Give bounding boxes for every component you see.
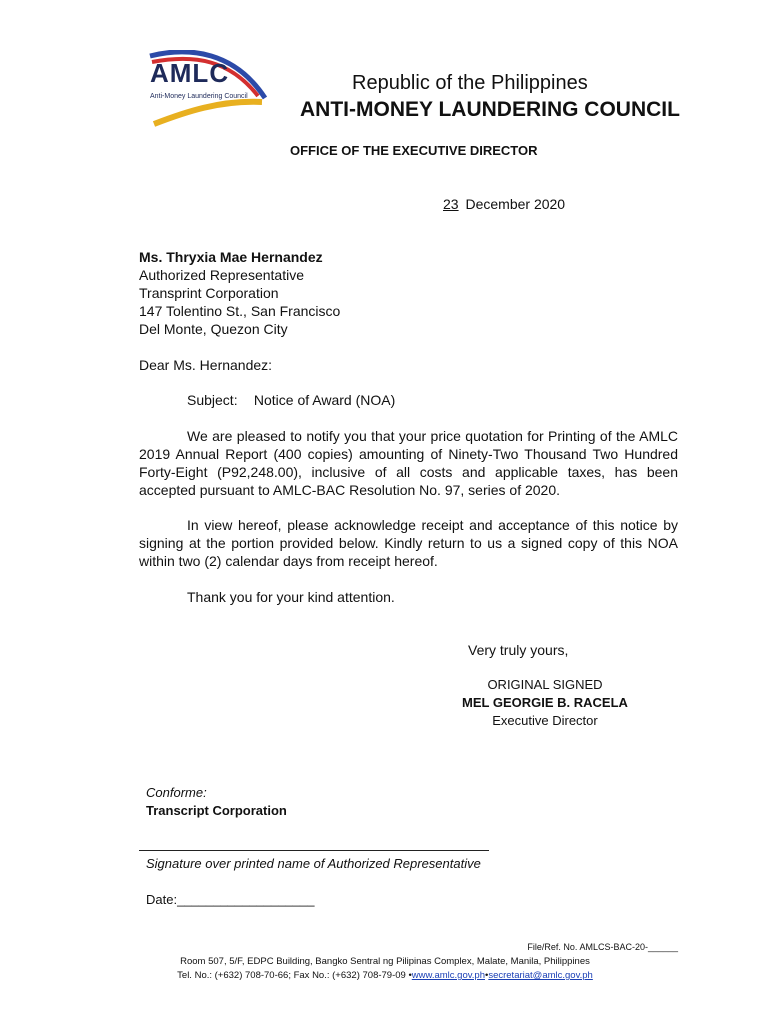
date-day: 23: [443, 196, 459, 212]
footer-separator: •: [485, 970, 489, 981]
date-field: Date:___________________: [146, 892, 315, 907]
addressee-name: Ms. Thryxia Mae Hernandez: [139, 249, 323, 265]
conforme-label: Conforme:: [146, 785, 207, 800]
addressee-line: Authorized Representative: [139, 267, 304, 283]
signed-status: ORIGINAL SIGNED: [487, 677, 603, 692]
date-month-year: December 2020: [465, 196, 566, 212]
signature-label: Signature over printed name of Authorized Representative: [146, 856, 481, 871]
paragraph-award: [139, 427, 678, 499]
paragraph-text: We are pleased to notify you that your price quotation for Printing of the AMLC 2019 Annual Report (400 copies) amounting of Ninety-Two Thousand Two Hundred Forty-Eight (P92,248.00), inclusive of all costs and applicable taxes, has been accepted pursuant to AMLC-BAC Resolution No. 97, series of 2020.: [139, 428, 678, 498]
signatory-title: Executive Director: [492, 713, 598, 728]
footer-tel-fax: Tel. No.: (+632) 708-70-66; Fax No.: (+632) 708-79-09 •: [177, 970, 412, 981]
email-link[interactable]: secretariat@amlc.gov.ph: [488, 970, 593, 981]
salutation: Dear Ms. Hernandez:: [139, 357, 273, 373]
thanks-line: Thank you for your kind attention.: [187, 589, 395, 605]
file-reference: File/Ref. No. AMLCS-BAC-20-______: [527, 942, 678, 952]
footer-contact: [60, 970, 710, 981]
subject-line: [187, 391, 395, 409]
office-heading: OFFICE OF THE EXECUTIVE DIRECTOR: [290, 143, 538, 158]
closing: Very truly yours,: [468, 642, 569, 658]
signatory-block: [445, 676, 645, 730]
addressee-line: Transprint Corporation: [139, 285, 279, 301]
addressee-line: Del Monte, Quezon City: [139, 321, 288, 337]
addressee-line: 147 Tolentino St., San Francisco: [139, 303, 341, 319]
amlc-logo: [140, 50, 270, 130]
website-link[interactable]: www.amlc.gov.ph: [411, 970, 485, 981]
paragraph-acknowledge: [139, 516, 678, 570]
signatory-name: MEL GEORGIE B. RACELA: [462, 695, 628, 710]
subject-value: Notice of Award (NOA): [253, 392, 396, 408]
letter-date: [440, 196, 565, 212]
signature-line: [139, 850, 489, 851]
subject-label: Subject:: [187, 392, 238, 408]
council-heading: ANTI-MONEY LAUNDERING COUNCIL: [300, 98, 680, 121]
conforme-block: [146, 784, 287, 820]
addressee-block: [139, 248, 539, 338]
conforme-company: Transcript Corporation: [146, 803, 287, 818]
footer-address: Room 507, 5/F, EDPC Building, Bangko Sentral ng Pilipinas Complex, Malate, Manila, Philippines: [180, 956, 590, 967]
paragraph-text: In view hereof, please acknowledge receipt and acceptance of this notice by signing at the portion provided below. Kindly return to us a signed copy of this NOA within two (2) calendar days from receipt hereof.: [139, 517, 678, 569]
logo-subtitle: Anti-Money Laundering Council: [150, 93, 248, 100]
logo-text: AMLC: [150, 58, 230, 88]
republic-heading: Republic of the Philippines: [352, 72, 588, 94]
